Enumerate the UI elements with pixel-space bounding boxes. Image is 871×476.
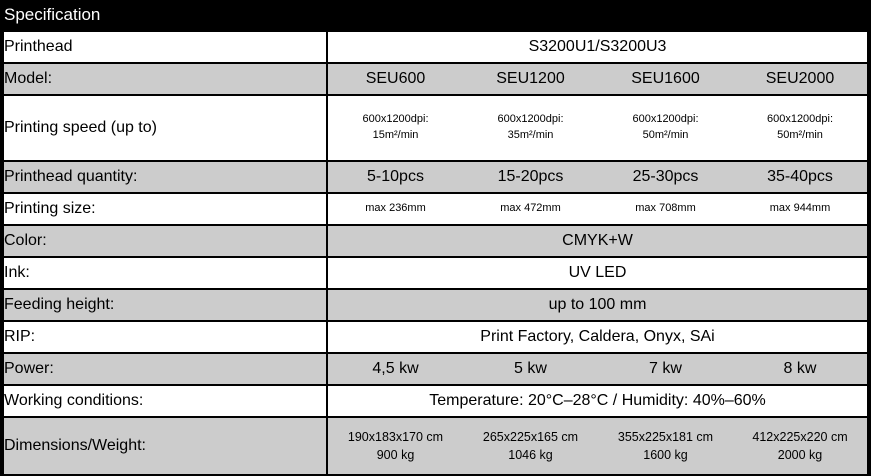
row-value-line2: 35m²/min bbox=[507, 129, 554, 141]
table-edge-right bbox=[867, 354, 871, 384]
row-value-line1: 265x225x165 cm bbox=[482, 429, 579, 444]
row-value-col-3: SEU1600 bbox=[598, 64, 733, 94]
row-value-line1: 355x225x181 cm bbox=[617, 429, 714, 444]
table-row bbox=[0, 290, 871, 320]
table-edge-right bbox=[867, 322, 871, 352]
table-edge-right bbox=[867, 258, 871, 288]
row-value-col-2 bbox=[463, 96, 598, 160]
row-value-col-4: max 944mm bbox=[733, 194, 867, 224]
table-edge-right bbox=[867, 64, 871, 94]
row-value-col-1: 5-10pcs bbox=[328, 162, 463, 192]
row-label: Printhead bbox=[4, 32, 326, 62]
row-label: Color: bbox=[4, 226, 326, 256]
table-edge-right bbox=[867, 194, 871, 224]
row-value: UV LED bbox=[328, 258, 867, 288]
row-value-col-4 bbox=[733, 418, 867, 474]
row-value: up to 100 mm bbox=[328, 290, 867, 320]
row-value-line2: 1046 kg bbox=[508, 448, 553, 462]
row-value: Print Factory, Caldera, Onyx, SAi bbox=[328, 322, 867, 352]
row-value-col-4: SEU2000 bbox=[733, 64, 867, 94]
row-value-line1: 600x1200dpi: bbox=[497, 113, 564, 126]
row-value-col-2: 15-20pcs bbox=[463, 162, 598, 192]
table-row bbox=[0, 32, 871, 62]
table-edge-right bbox=[867, 96, 871, 160]
table-edge-right bbox=[867, 0, 871, 30]
table-row bbox=[0, 258, 871, 288]
row-value-col-3: 7 kw bbox=[598, 354, 733, 384]
row-value-line2: 2000 kg bbox=[777, 448, 823, 462]
row-value-line2: 50m²/min bbox=[777, 129, 823, 141]
row-value-col-2 bbox=[463, 418, 598, 474]
row-value-col-4: 35-40pcs bbox=[733, 162, 867, 192]
row-value-line1: 600x1200dpi: bbox=[632, 113, 699, 126]
row-label: Power: bbox=[4, 354, 326, 384]
row-value-line2: 50m²/min bbox=[642, 129, 689, 141]
row-value-col-3 bbox=[598, 418, 733, 474]
row-value: Temperature: 20°C–28°C / Humidity: 40%–60% bbox=[328, 386, 867, 416]
table-title: Specification bbox=[4, 0, 867, 30]
row-value: CMYK+W bbox=[328, 226, 867, 256]
row-value-col-2: SEU1200 bbox=[463, 64, 598, 94]
table-row bbox=[0, 322, 871, 352]
table-row bbox=[0, 64, 871, 94]
row-value-line1: 190x183x170 cm bbox=[347, 429, 444, 444]
row-value-line1: 412x225x220 cm bbox=[752, 429, 848, 444]
row-value-col-1: SEU600 bbox=[328, 64, 463, 94]
table-row bbox=[0, 418, 871, 474]
row-label: Working conditions: bbox=[4, 386, 326, 416]
row-value-col-2: 5 kw bbox=[463, 354, 598, 384]
table-edge-right bbox=[867, 386, 871, 416]
table-row bbox=[0, 386, 871, 416]
row-label: Ink: bbox=[4, 258, 326, 288]
row-value-col-3 bbox=[598, 96, 733, 160]
row-value-col-1 bbox=[328, 418, 463, 474]
row-value-col-2: max 472mm bbox=[463, 194, 598, 224]
row-value-col-1: 4,5 kw bbox=[328, 354, 463, 384]
row-value-line2: 15m²/min bbox=[372, 129, 419, 141]
row-value-line2: 1600 kg bbox=[643, 448, 688, 462]
table-row bbox=[0, 354, 871, 384]
row-value-col-3: 25-30pcs bbox=[598, 162, 733, 192]
row-value-col-4: 8 kw bbox=[733, 354, 867, 384]
table-edge-right bbox=[867, 162, 871, 192]
row-value-line1: 600x1200dpi: bbox=[362, 113, 429, 126]
row-label: Feeding height: bbox=[4, 290, 326, 320]
table-edge-right bbox=[867, 290, 871, 320]
table-header-row bbox=[0, 0, 871, 30]
table-edge-right bbox=[867, 418, 871, 474]
row-value-col-1: max 236mm bbox=[328, 194, 463, 224]
row-value-col-3: max 708mm bbox=[598, 194, 733, 224]
row-value-line2: 900 kg bbox=[376, 448, 415, 462]
row-value: S3200U1/S3200U3 bbox=[328, 32, 867, 62]
table-row bbox=[0, 226, 871, 256]
row-value-col-1 bbox=[328, 96, 463, 160]
row-value-col-4 bbox=[733, 96, 867, 160]
row-label: Printhead quantity: bbox=[4, 162, 326, 192]
table-row bbox=[0, 194, 871, 224]
table-edge-right bbox=[867, 226, 871, 256]
row-label: Printing size: bbox=[4, 194, 326, 224]
row-label: Dimensions/Weight: bbox=[4, 418, 326, 474]
row-value-line1: 600x1200dpi: bbox=[766, 113, 834, 126]
table-row bbox=[0, 96, 871, 160]
table-row bbox=[0, 162, 871, 192]
row-label: Printing speed (up to) bbox=[4, 96, 326, 160]
table-edge-right bbox=[867, 32, 871, 62]
row-label: RIP: bbox=[4, 322, 326, 352]
row-label: Model: bbox=[4, 64, 326, 94]
